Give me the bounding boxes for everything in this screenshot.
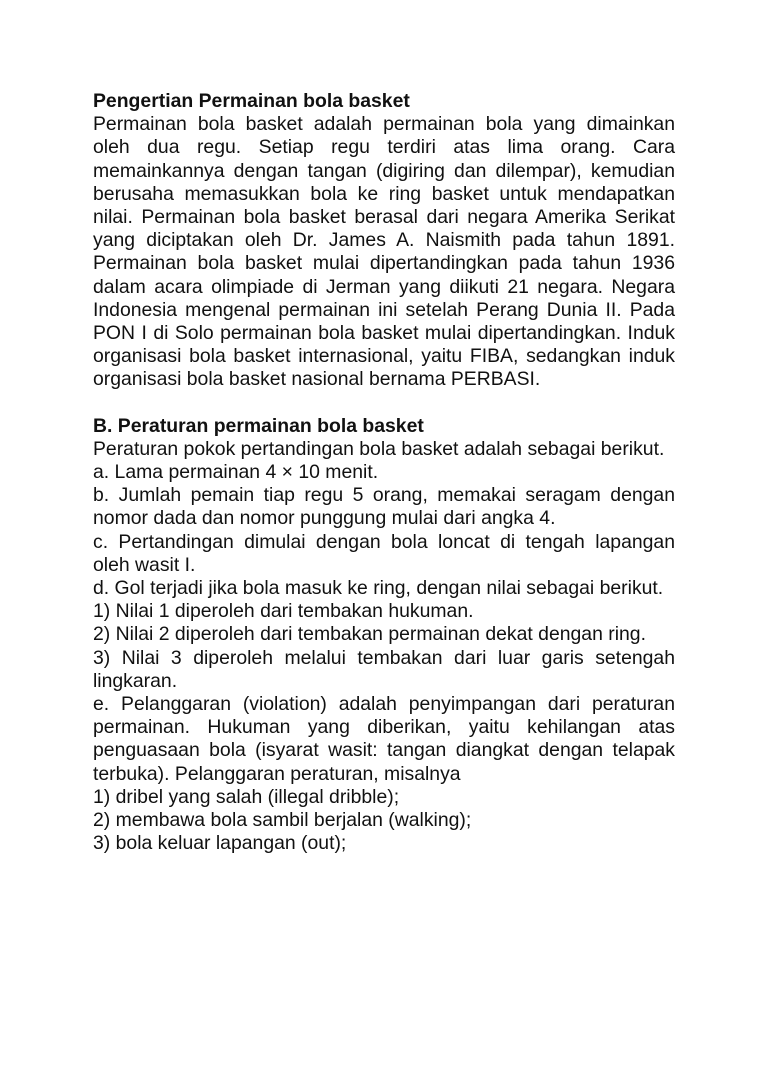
- rule-item-d: d. Gol terjadi jika bola masuk ke ring, dengan nilai sebagai berikut.: [93, 577, 664, 600]
- violation-item-1: 1) dribel yang salah (illegal dribble);: [93, 785, 400, 808]
- score-item-1: 1) Nilai 1 diperoleh dari tembakan hukuman.: [93, 600, 474, 623]
- section-b-intro: Peraturan pokok pertandingan bola basket adalah sebagai berikut.: [93, 437, 665, 460]
- violation-item-2: 2) membawa bola sambil berjalan (walking);: [93, 809, 472, 832]
- rule-item-b: b. Jumlah pemain tiap regu 5 orang, memakai seragam dengan nomor dada dan nomor punggung mulai dari angka 4.: [93, 484, 675, 530]
- section-b-title: B. Peraturan permainan bola basket: [93, 414, 424, 437]
- score-item-2: 2) Nilai 2 diperoleh dari tembakan permainan dekat dengan ring.: [93, 623, 646, 646]
- section-a-title: Pengertian Permainan bola basket: [93, 90, 410, 112]
- violation-item-3: 3) bola keluar lapangan (out);: [93, 832, 347, 855]
- section-spacer: [93, 392, 675, 415]
- rule-item-e: e. Pelanggaran (violation) adalah penyimpangan dari peraturan permainan. Hukuman yang diberikan, yaitu kehilangan atas penguasaan bola (isyarat wasit: tangan diangkat dengan telapak terbuka). Pelanggaran peraturan, misalnya: [93, 693, 675, 785]
- rule-item-c: c. Pertandingan dimulai dengan bola loncat di tengah lapangan oleh wasit I.: [93, 530, 675, 576]
- score-item-3: 3) Nilai 3 diperoleh melalui tembakan dari luar garis setengah lingkaran.: [93, 646, 675, 692]
- document-page: [93, 90, 675, 856]
- rule-item-a: a. Lama permainan 4 × 10 menit.: [93, 461, 379, 484]
- section-a-body: Permainan bola basket adalah permainan bola yang dimainkan oleh dua regu. Setiap regu terdiri atas lima orang. Cara memainkannya dengan tangan (digiring dan dilempar), kemudian berusaha memasukkan bola ke ring basket untuk mendapatkan nilai. Permainan bola basket berasal dari negara Amerika Serikat yang diciptakan oleh Dr. James A. Naismith pada tahun 1891. Permainan bola basket mulai dipertandingkan pada tahun 1936 dalam acara olimpiade di Jerman yang diikuti 21 negara. Negara Indonesia mengenal permainan ini setelah Perang Dunia II. Pada PON I di Solo permainan bola basket mulai dipertandingkan. Induk organisasi bola basket internasional, yaitu FIBA, sedangkan induk organisasi bola basket nasional bernama PERBASI.: [93, 113, 675, 391]
